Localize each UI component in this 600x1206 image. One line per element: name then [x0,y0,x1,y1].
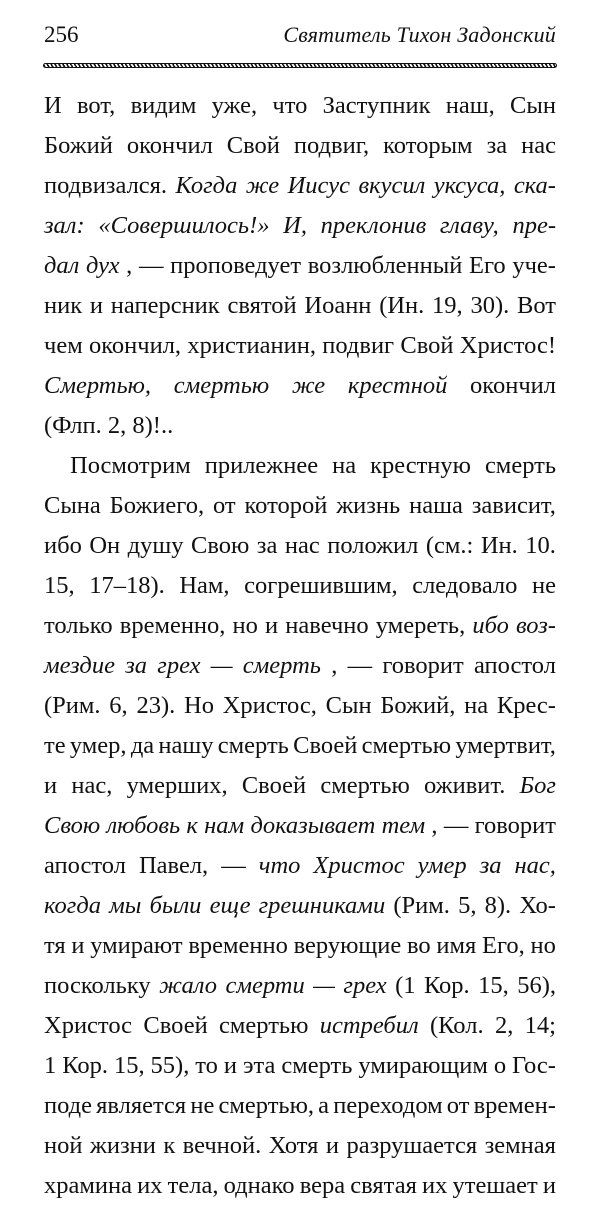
word: 15, [113,1052,145,1079]
text-line [44,486,556,526]
text-line [44,126,556,166]
word: Крес- [496,692,556,719]
word: вечной. [182,1132,262,1159]
word: не [190,1092,215,1119]
word: святая [350,1172,417,1199]
word: оживит. [424,772,506,799]
word: те [44,732,66,759]
word: Сын [510,92,556,119]
italic-word: были [149,892,202,919]
word: а [318,1092,330,1119]
italic-word: мы [109,892,142,919]
word: чем [44,332,83,359]
word: проповедует [170,252,302,279]
text-line [44,1126,556,1166]
word: только [44,612,113,639]
word: умереть, [375,612,466,639]
word: умирающим [358,1052,488,1079]
italic-word: уксуса, [433,172,506,199]
text-line [44,566,556,606]
word: Он [89,532,121,559]
word: апостол [44,852,126,879]
word: смертью [219,1012,309,1039]
word: смертью [361,732,452,759]
word: , [431,812,438,839]
text-line [44,86,556,126]
word: 8). [484,892,512,919]
word: Христос, [222,692,317,719]
word: во [407,932,431,959]
italic-word: главу, [439,212,499,239]
italic-word: крестной [347,372,448,399]
word: Посмотрим [70,452,191,479]
word: и [265,612,279,639]
italic-word: смерти [225,972,305,999]
italic-word: нам [204,812,245,839]
italic-word: нас, [514,852,556,879]
word: Его, [482,932,525,959]
italic-word: истребил [319,1012,419,1039]
word: апостол [474,652,556,679]
body-text [44,86,556,1206]
italic-word: воз- [515,612,556,639]
word: наша [409,492,463,519]
word: навечно [285,612,369,639]
word: Сын [325,692,372,719]
word: от [446,1092,470,1119]
word: (Кол. [430,1012,484,1039]
word: храмина [44,1172,132,1199]
word: 19, [432,292,463,319]
italic-word: мездие [44,652,115,679]
text-line [44,806,556,846]
italic-word: Иисус [287,172,351,199]
text-line [44,726,556,766]
word: Павел, [138,852,209,879]
word: положил [327,532,419,559]
text-line [44,966,556,1006]
word: душу [127,532,184,559]
text-line [44,366,556,406]
word: (см.: [425,532,474,559]
word: Христос [44,1012,133,1039]
word: окончил [126,132,213,159]
italic-word: грешниками [258,892,386,919]
word: утешает [452,1172,538,1199]
word: Своей [293,732,358,759]
word: 23). [136,692,176,719]
word: и [223,1052,238,1079]
word: 5, [458,892,477,919]
italic-word: дух [86,252,120,279]
word: ибо [44,532,82,559]
word: временно [188,932,288,959]
italic-word: зал: [44,212,85,239]
word: смертью [320,772,410,799]
word: не [531,572,556,599]
word: (Рим. [44,692,101,719]
word: но [530,932,556,959]
word: смерть [281,1052,353,1079]
word: 30). [470,292,510,319]
text-line [44,646,556,686]
italic-word: Бог [519,772,556,799]
word: эта [243,1052,276,1079]
text-line [44,246,556,286]
word: (1 [395,972,416,999]
word: Божий [44,132,113,159]
word: Свой [226,132,280,159]
word: однако [223,1172,295,1199]
word: нас, [71,772,113,799]
italic-word: когда [44,892,101,919]
word: 14; [524,1012,556,1039]
word: Свою [190,532,250,559]
word: времен- [473,1092,556,1119]
word: за [256,532,278,559]
word: поде [44,1092,92,1119]
word: которой [244,492,328,519]
word: их [137,1172,163,1199]
italic-word: за [125,652,148,679]
italic-word: И, [283,212,307,239]
word: Кор. [62,1052,108,1079]
word: на [464,692,489,719]
word: нас [521,132,556,159]
word: зависит, [471,492,556,519]
running-title: Святитель Тихон Задонский [283,22,556,47]
word: (Ин. [379,292,425,319]
text-line [44,926,556,966]
text-line [44,1046,556,1086]
text-run: (Флп. 2, 8)!.. [44,412,174,439]
word: вот, [76,92,116,119]
word: Свой [400,332,454,359]
italic-word: грех [157,652,201,679]
text-line [44,886,556,926]
word: 56), [517,972,556,999]
word: согрешившим, [244,572,398,599]
italic-word: Свою [44,812,101,839]
word: и [325,1132,339,1159]
text-line [44,406,556,446]
text-line [44,686,556,726]
word: имя [436,932,477,959]
word: Своей [241,772,307,799]
italic-word: «Совершилось!» [98,212,270,239]
page-number: 256 [44,22,79,47]
word: умер, [69,732,127,759]
italic-word: — [210,652,233,679]
word: подвизался. [44,172,168,199]
word: Нам, [179,572,230,599]
word: Иоанн [304,292,372,319]
word: переходом [333,1092,443,1119]
word: , [331,652,338,679]
word: которым [383,132,473,159]
word: умертвит, [455,732,556,759]
word: смерть [217,732,289,759]
word: смерть [484,452,556,479]
word: Божиего, [109,492,205,519]
italic-word: вкусил [358,172,426,199]
word: — [221,852,246,879]
word: Своей [143,1012,208,1039]
word: тела, [167,1172,219,1199]
word: святой [227,292,297,319]
italic-word: преклонив [320,212,427,239]
word: является [96,1092,187,1119]
word: 17–18). [89,572,165,599]
italic-word: умер [417,852,467,879]
word: 2, [494,1012,514,1039]
word: наперсник [110,292,220,319]
italic-word: еще [209,892,251,919]
word: Заступник [322,92,431,119]
word: — [347,652,373,679]
italic-word: — [313,972,335,999]
word: да [130,732,155,759]
word: , [126,252,133,279]
word: жизни [89,1132,156,1159]
word: верующие [293,932,402,959]
word: уже, [211,92,258,119]
word: 1 [44,1052,57,1079]
word: (Рим. [393,892,450,919]
italic-word: пре- [512,212,556,239]
word: что [272,92,308,119]
word: христианин, [187,332,316,359]
italic-word: же [245,172,280,199]
text-line [44,1006,556,1046]
italic-word: что [258,852,301,879]
word: то [195,1052,218,1079]
word: подвиг [322,332,395,359]
word: Кор. [423,972,470,999]
word: 10. [525,532,556,559]
italic-word: ска- [513,172,556,199]
word: нашу [158,732,214,759]
italic-word: любовь [106,812,181,839]
word: крестную [370,452,471,479]
word: наш, [445,92,495,119]
italic-word: за [479,852,502,879]
italic-word: Христос [313,852,405,879]
word: умерших, [126,772,228,799]
italic-word: к [186,812,198,839]
italic-word: жало [159,972,218,999]
word: Христос! [459,332,556,359]
text-line [44,1086,556,1126]
word: ник [44,292,83,319]
word: разрушается [346,1132,478,1159]
word: Хо- [519,892,556,919]
text-line [44,846,556,886]
word: 15, [44,572,75,599]
word: 6, [109,692,128,719]
word: за [486,132,508,159]
word: говорит [382,652,464,679]
text-line [44,286,556,326]
word: жизнь [336,492,401,519]
word: видим [130,92,197,119]
word: умирают [90,932,183,959]
italic-word: грех [343,972,387,999]
word: Вот [517,292,556,319]
word: уче- [512,252,556,279]
italic-word: смертью [173,372,270,399]
decorative-rope-divider [43,63,557,68]
word: возлюбленный [307,252,463,279]
word: Гос- [512,1052,556,1079]
word: Ин. [480,532,518,559]
word: 55), [150,1052,190,1079]
word: смертью, [218,1092,315,1119]
word: но [232,612,258,639]
word: Сына [44,492,101,519]
word: подвиг, [293,132,370,159]
word: и [44,772,58,799]
word: следовало [412,572,518,599]
word: И [44,92,62,119]
text-line [44,606,556,646]
word: вера [299,1172,346,1199]
word: окончил, [88,332,182,359]
text-line [44,526,556,566]
word: к [163,1132,176,1159]
word: их [422,1172,448,1199]
italic-word: смерть [242,652,321,679]
running-head [44,22,556,56]
text-line [44,166,556,206]
text-line [44,766,556,806]
word: прилежнее [204,452,319,479]
word: ной [44,1132,83,1159]
italic-word: же [291,372,326,399]
italic-word: дал [44,252,80,279]
italic-word: ибо [472,612,509,639]
word: окончил [470,372,556,399]
word: тя [44,932,66,959]
text-line [44,326,556,366]
word: — [138,252,164,279]
word: и [71,932,85,959]
text-line [44,1166,556,1206]
word: временно, [119,612,226,639]
italic-word: тем [381,812,426,839]
word: и [89,292,104,319]
word: поскольку [44,972,151,999]
word: Его [469,252,506,279]
italic-word: Когда [175,172,238,199]
word: 15, [478,972,509,999]
paragraph-first-line [44,446,556,486]
word: на [332,452,357,479]
word: — [443,812,469,839]
word: Божий, [380,692,456,719]
word: Хотя [268,1132,319,1159]
italic-word: Смертью, [44,372,152,399]
text-line [44,206,556,246]
word: говорит [474,812,556,839]
word: земная [484,1132,556,1159]
italic-word: доказывает [250,812,376,839]
word: от [212,492,236,519]
word: о [493,1052,507,1079]
word: Но [184,692,214,719]
word: нас [284,532,320,559]
word: и [542,1172,556,1199]
